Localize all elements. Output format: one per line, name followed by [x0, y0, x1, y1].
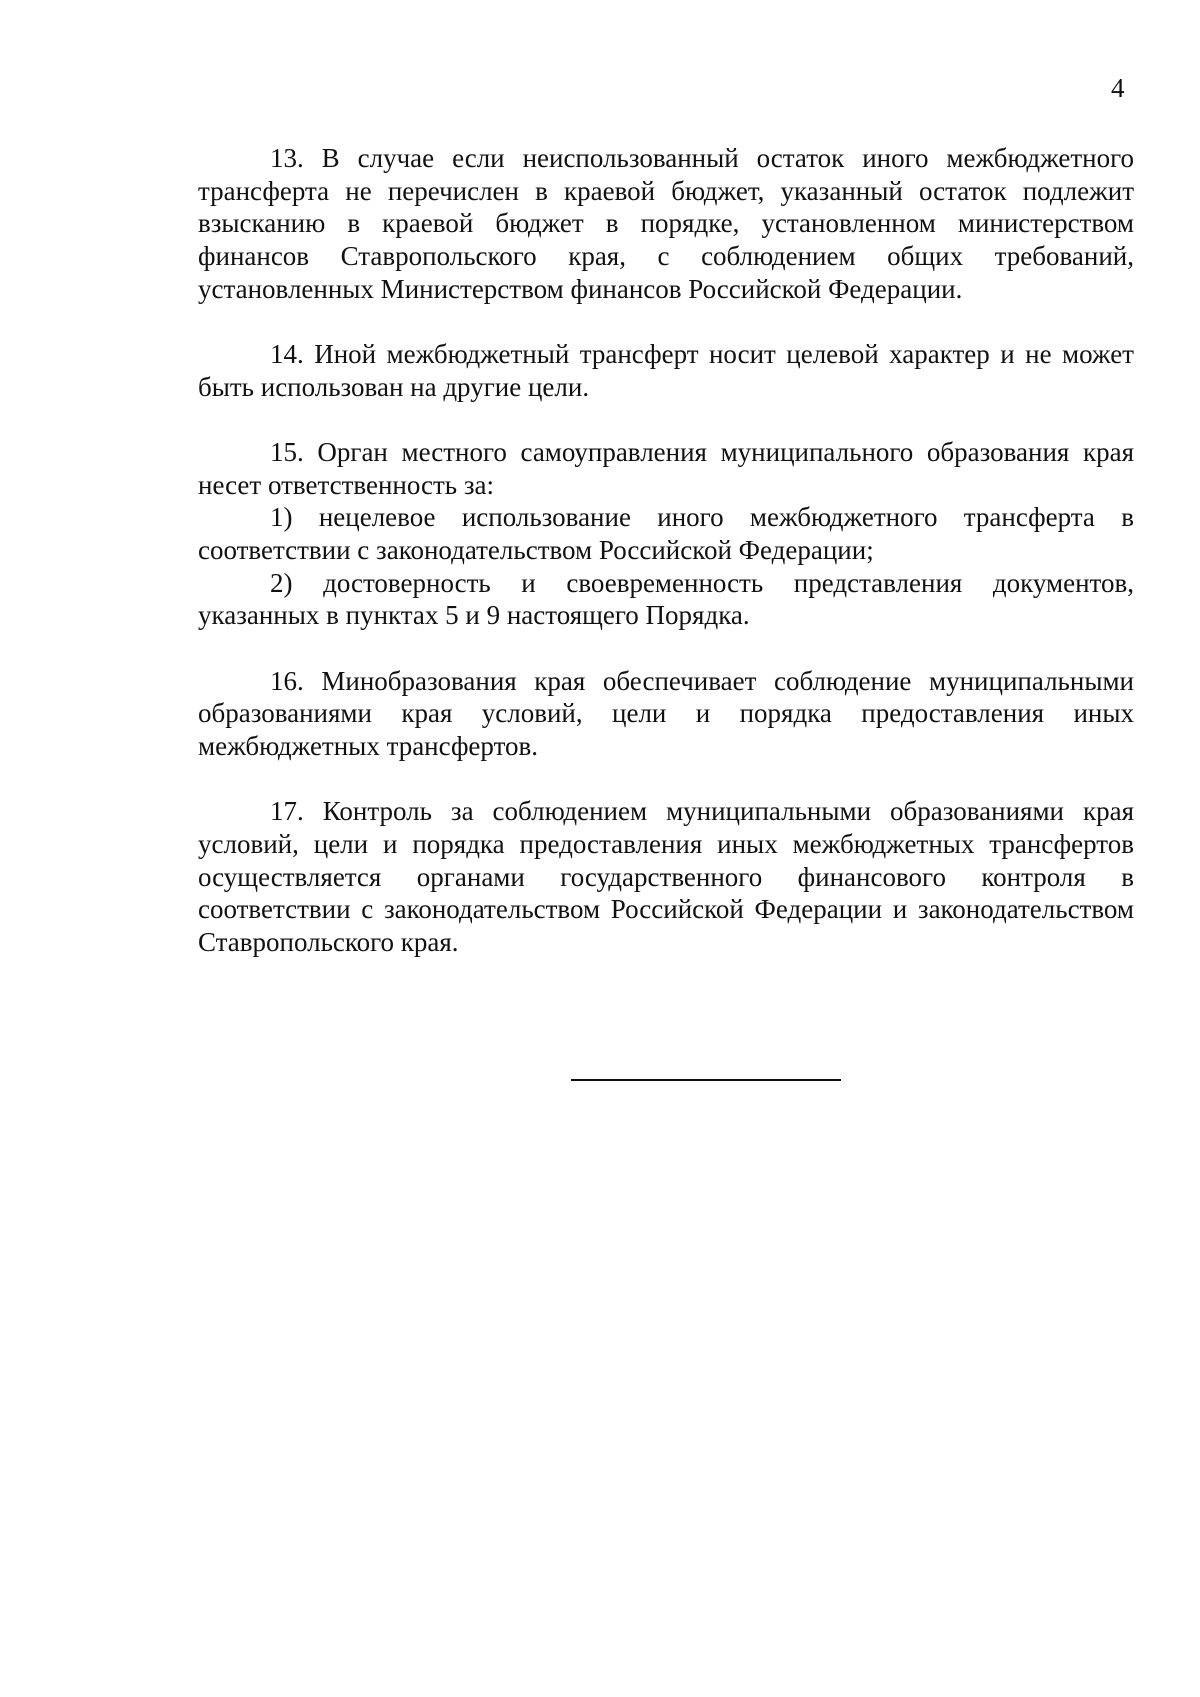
paragraph-15-group — [198, 436, 1134, 632]
paragraph-13: 13. В случае если неиспользованный остаток иного межбюджетного трансферта не перечислен в краевой бюджет, указанный остаток подлежит взысканию в краевой бюджет в порядке, установленном министерством финансов Ставропольского края, с соблюдением общих требований, установленных Министерством финансов Российской Федерации. — [198, 143, 1134, 304]
paragraph-14: 14. Иной межбюджетный трансферт носит целевой характер и не может быть использован на другие цели. — [198, 339, 1134, 402]
document-body — [198, 142, 1134, 991]
paragraph-15-item-2: 2) достоверность и своевременность представления документов, указанных в пунктах 5 и 9 настоящего Порядка. — [198, 567, 1134, 631]
closing-rule — [571, 1079, 841, 1081]
paragraph-15-item-1: 1) нецелевое использование иного межбюджетного трансферта в соответствии с законодательством Российской Федерации; — [198, 502, 1134, 566]
page-number: 4 — [1111, 73, 1125, 103]
paragraph-17: 17. Контроль за соблюдением муниципальными образованиями края условий, цели и порядка предоставления иных межбюджетных трансфертов осуществляется органами государственного финансового контроля в соответствии с законодательством Российской Федерации и законодательством Ставропольского края. — [198, 796, 1134, 958]
paragraph-15: 15. Орган местного самоуправления муниципального образования края несет ответственность за: — [198, 436, 1134, 500]
paragraph-16: 16. Минобразования края обеспечивает соблюдение муниципальными образованиями края условий, цели и порядка предоставления иных межбюджетных трансфертов. — [198, 665, 1134, 762]
